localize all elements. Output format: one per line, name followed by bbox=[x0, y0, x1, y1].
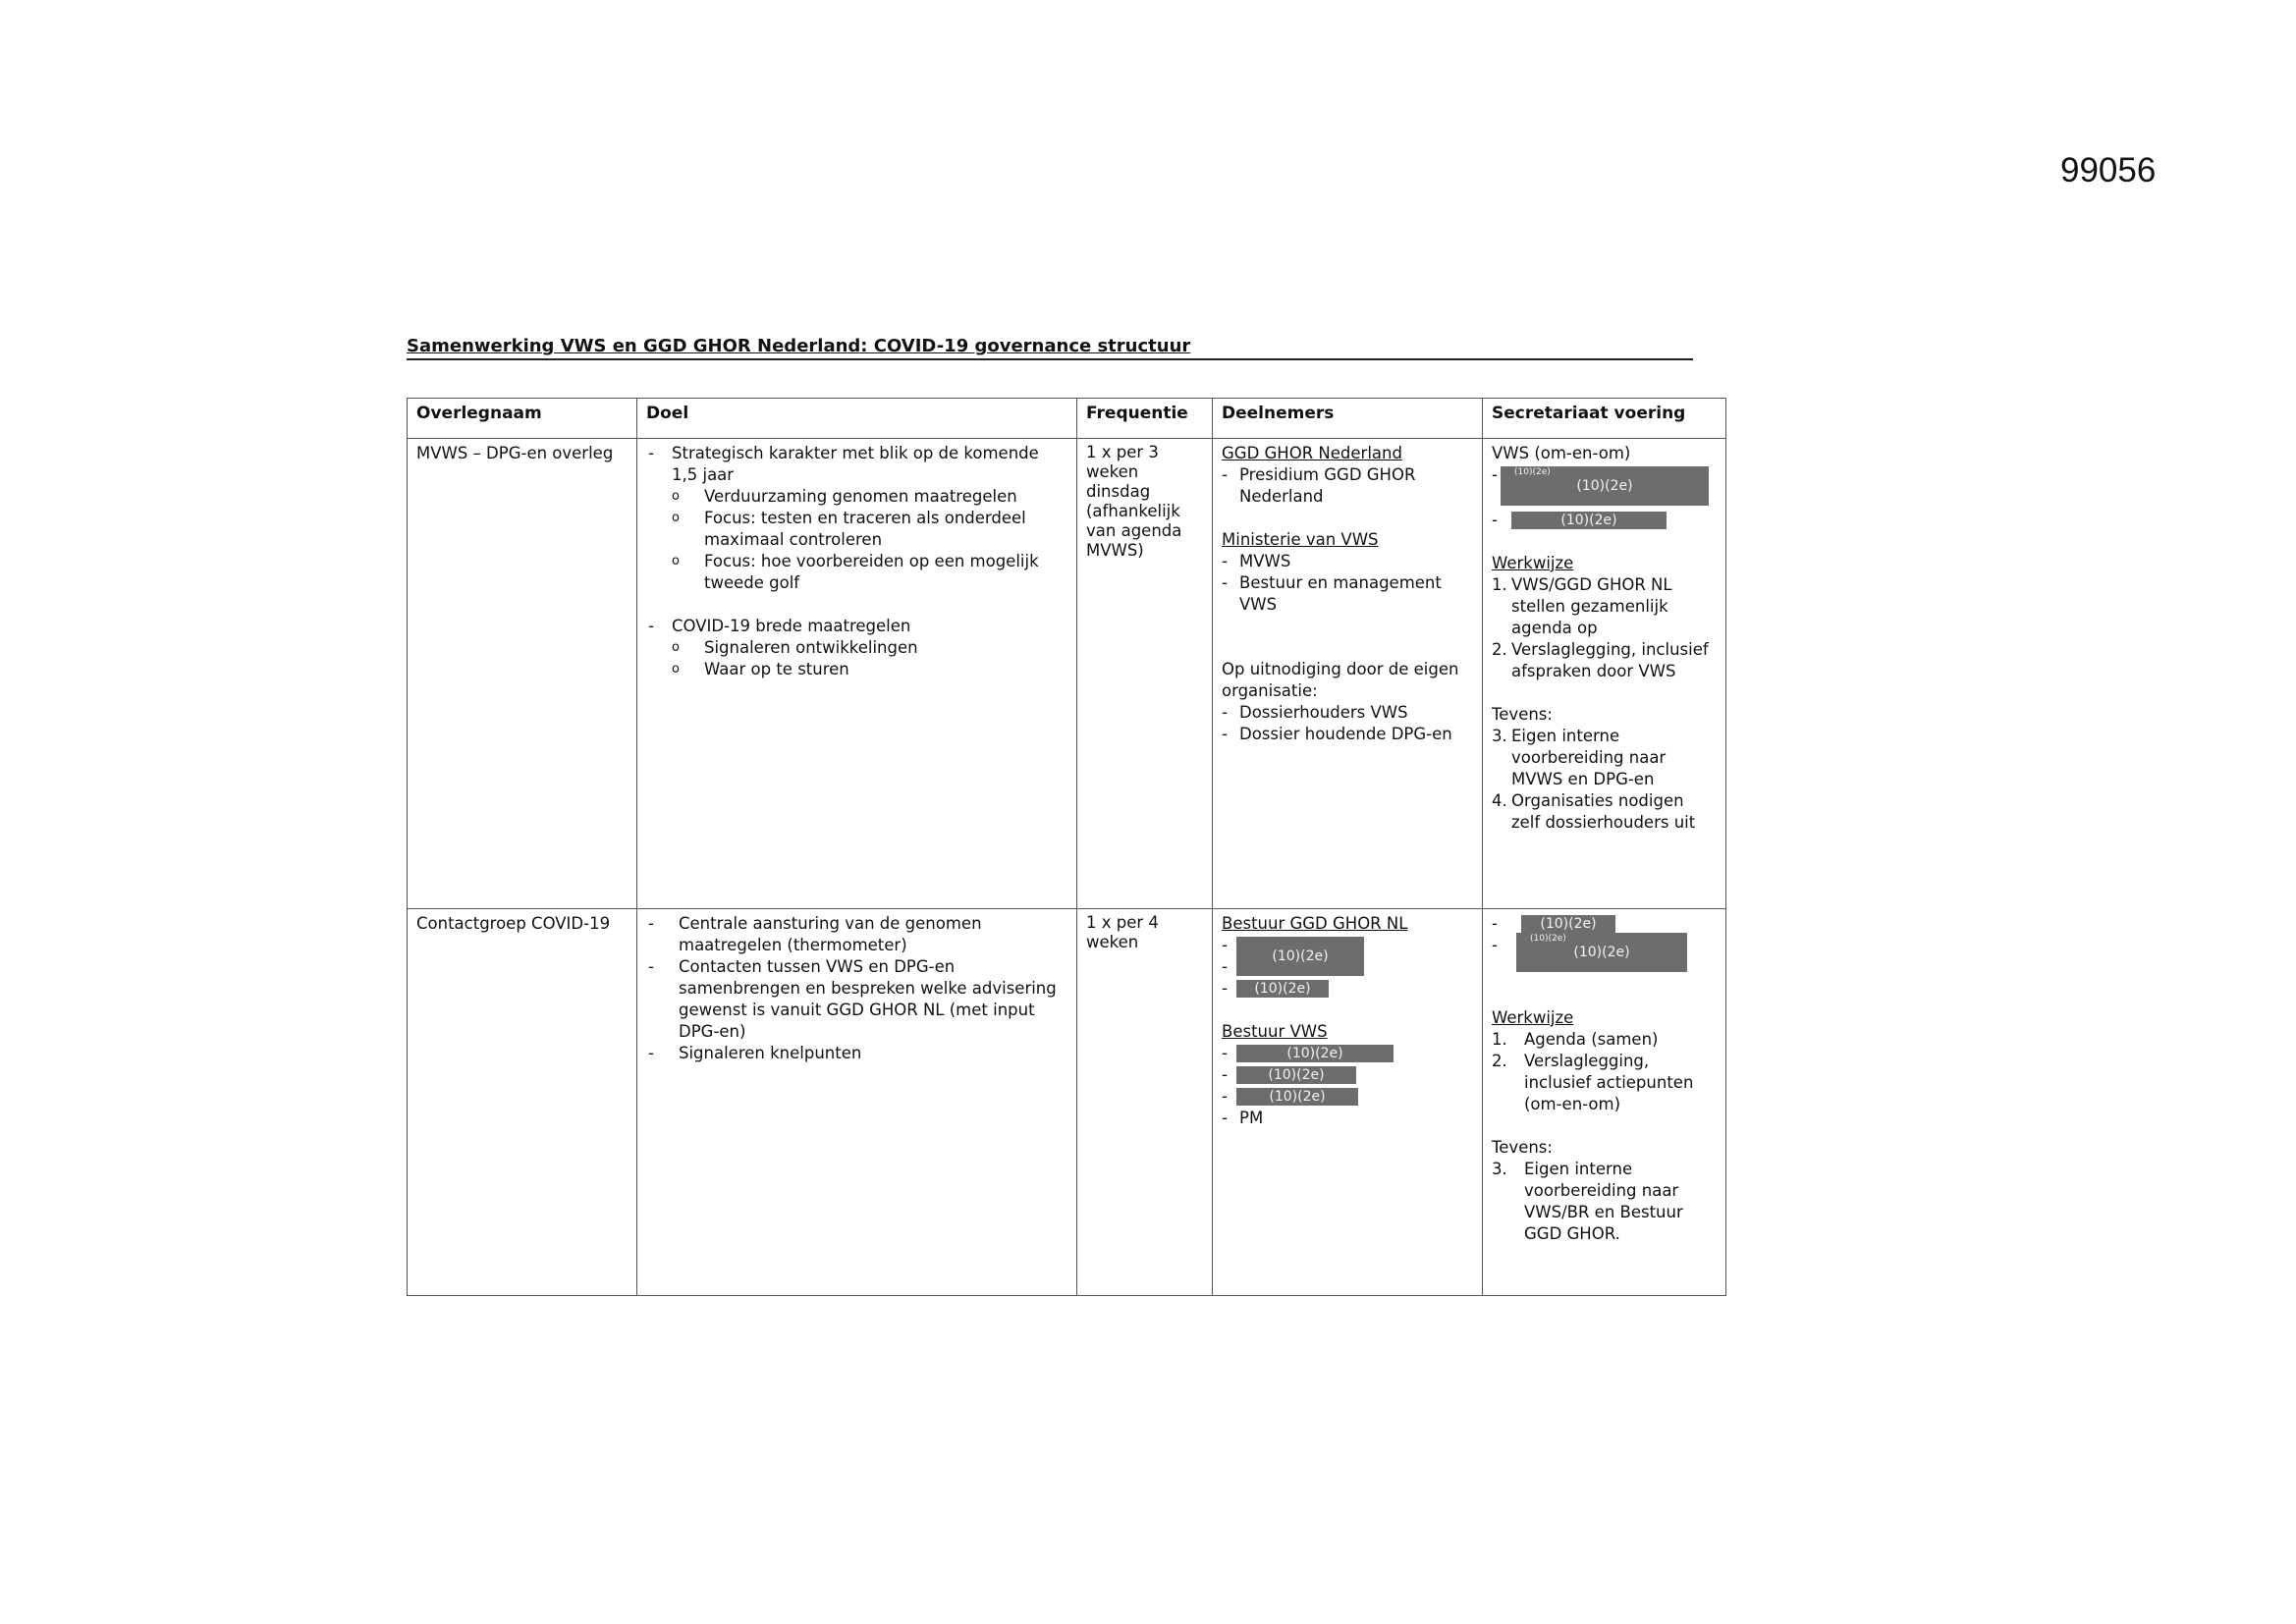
redaction-block: (10)(2e) bbox=[1236, 937, 1364, 976]
redaction-block: (10)(2e) (10)(2e) bbox=[1501, 466, 1709, 506]
header-secretariaat: Secretariaat voering bbox=[1483, 399, 1726, 439]
list-item: - Dossierhouders VWS bbox=[1222, 702, 1473, 724]
list-item: - Centrale aansturing van de genomen maatregelen (thermometer) bbox=[646, 913, 1067, 956]
secretariaat-cell: - (10)(2e) - (10)(2e) (10)(2e) Werkwijze 1. Agenda (samen) 2. Verslaglegging, inclusief actiepunten (om-en-om) Tevens: 3. Eigen interne voorbereiding naar VWS/BR en Bestuur GGD GHOR. bbox=[1483, 909, 1726, 1296]
header-deelnemers: Deelnemers bbox=[1213, 399, 1483, 439]
table-row bbox=[408, 439, 1726, 909]
list-item: 1. Agenda (samen) bbox=[1492, 1030, 1659, 1049]
table-row bbox=[408, 909, 1726, 1296]
org-heading: Bestuur GGD GHOR NL bbox=[1222, 914, 1408, 933]
redaction-block: (10)(2e) bbox=[1236, 1045, 1394, 1062]
list-item: - MVWS bbox=[1222, 551, 1473, 572]
tevens-label: Tevens: bbox=[1492, 1138, 1553, 1157]
overlegnaam-cell: MVWS – DPG-en overleg bbox=[408, 439, 637, 909]
list-item: - Dossier houdende DPG-en bbox=[1222, 724, 1473, 745]
list-item: 3. Eigen interne voorbereiding naar VWS/BR en Bestuur GGD GHOR. bbox=[1492, 1160, 1683, 1243]
tevens-label: Tevens: bbox=[1492, 705, 1553, 724]
redaction-block: (10)(2e) bbox=[1236, 1066, 1356, 1084]
list-item: - Contacten tussen VWS en DPG-en samenbrengen en bespreken welke advisering gewenst is vanuit GGD GHOR NL (met input DPG-en) bbox=[646, 956, 1067, 1043]
org-heading: GGD GHOR Nederland bbox=[1222, 444, 1402, 462]
list-item: o Verduurzaming genomen maatregelen bbox=[672, 486, 1067, 508]
document-number: 99056 bbox=[2060, 151, 2157, 189]
list-item: - COVID-19 brede maatregelen o Signaleren ontwikkelingen o Waar op te sturen bbox=[646, 616, 1067, 680]
list-item: o Focus: hoe voorbereiden op een mogelijk tweede golf bbox=[672, 551, 1067, 594]
header-frequentie: Frequentie bbox=[1077, 399, 1213, 439]
list-item: o Signaleren ontwikkelingen bbox=[672, 637, 1067, 659]
list-item: 2. Verslaglegging, inclusief afspraken door VWS bbox=[1492, 640, 1709, 680]
invite-note: Op uitnodiging door de eigen organisatie: bbox=[1222, 660, 1459, 700]
list-item: - Presidium GGD GHOR Nederland bbox=[1222, 464, 1473, 508]
secretariaat-lead: VWS (om-en-om) bbox=[1492, 444, 1631, 462]
list-item: - Strategisch karakter met blik op de komende 1,5 jaar o Verduurzaming genomen maatregelen o Focus: testen en traceren als onderdeel maximaal controleren o Focus: hoe voorbereiden op een mogelijk tweede golf bbox=[646, 443, 1067, 594]
overlegnaam-cell: Contactgroep COVID-19 bbox=[408, 909, 637, 1296]
list-item: o Waar op te sturen bbox=[672, 659, 1067, 680]
redaction-block: (10)(2e) bbox=[1236, 1088, 1358, 1106]
list-item: 1. VWS/GGD GHOR NL stellen gezamenlijk agenda op bbox=[1492, 575, 1672, 637]
governance-table bbox=[407, 398, 1726, 1296]
list-item: - PM bbox=[1222, 1108, 1473, 1129]
document-title: Samenwerking VWS en GGD GHOR Nederland: COVID-19 governance structuur bbox=[407, 336, 1191, 356]
list-item: - Signaleren knelpunten bbox=[646, 1043, 1067, 1064]
list-item: o Focus: testen en traceren als onderdeel maximaal controleren bbox=[672, 508, 1067, 551]
redaction-block: (10)(2e) bbox=[1236, 980, 1329, 998]
frequentie-cell: 1 x per 3 weken dinsdag (afhankelijk van agenda MVWS) bbox=[1077, 439, 1213, 909]
header-overlegnaam: Overlegnaam bbox=[408, 399, 637, 439]
header-row bbox=[408, 399, 1726, 439]
redaction-block: (10)(2e) bbox=[1521, 915, 1615, 933]
werkwijze-label: Werkwijze bbox=[1492, 1008, 1574, 1027]
org-heading: Ministerie van VWS bbox=[1222, 530, 1379, 549]
doel-cell bbox=[637, 909, 1077, 1296]
secretariaat-cell: VWS (om-en-om) - (10)(2e) (10)(2e) - (10)(2e) Werkwijze 1. VWS/GGD GHOR NL stellen gezamenlijk agenda op 2. Verslaglegging, inclusief afspraken door VWS Tevens: 3. Eigen interne voorbereiding naar MVWS en DPG-en 4. Organisaties nodigen zelf dossierhouders uit bbox=[1483, 439, 1726, 909]
title-bar bbox=[407, 336, 1693, 360]
list-item: 4. Organisaties nodigen zelf dossierhouders uit bbox=[1492, 791, 1696, 832]
list-item: - Bestuur en management VWS bbox=[1222, 572, 1473, 616]
deelnemers-cell bbox=[1213, 439, 1483, 909]
redaction-block: (10)(2e) (10)(2e) bbox=[1516, 933, 1687, 972]
werkwijze-label: Werkwijze bbox=[1492, 554, 1574, 572]
list-item: 3. Eigen interne voorbereiding naar MVWS en DPG-en bbox=[1492, 727, 1667, 788]
doel-cell bbox=[637, 439, 1077, 909]
frequentie-cell: 1 x per 4 weken bbox=[1077, 909, 1213, 1296]
org-heading: Bestuur VWS bbox=[1222, 1022, 1328, 1041]
deelnemers-cell: Bestuur GGD GHOR NL - - (10)(2e) - (10)(2e) Bestuur VWS - (10)(2e) - (10)(2e) - (10)(2e) - PM bbox=[1213, 909, 1483, 1296]
list-item: 2. Verslaglegging, inclusief actiepunten (om-en-om) bbox=[1492, 1052, 1694, 1113]
redaction-block: (10)(2e) bbox=[1511, 512, 1667, 529]
header-doel: Doel bbox=[637, 399, 1077, 439]
